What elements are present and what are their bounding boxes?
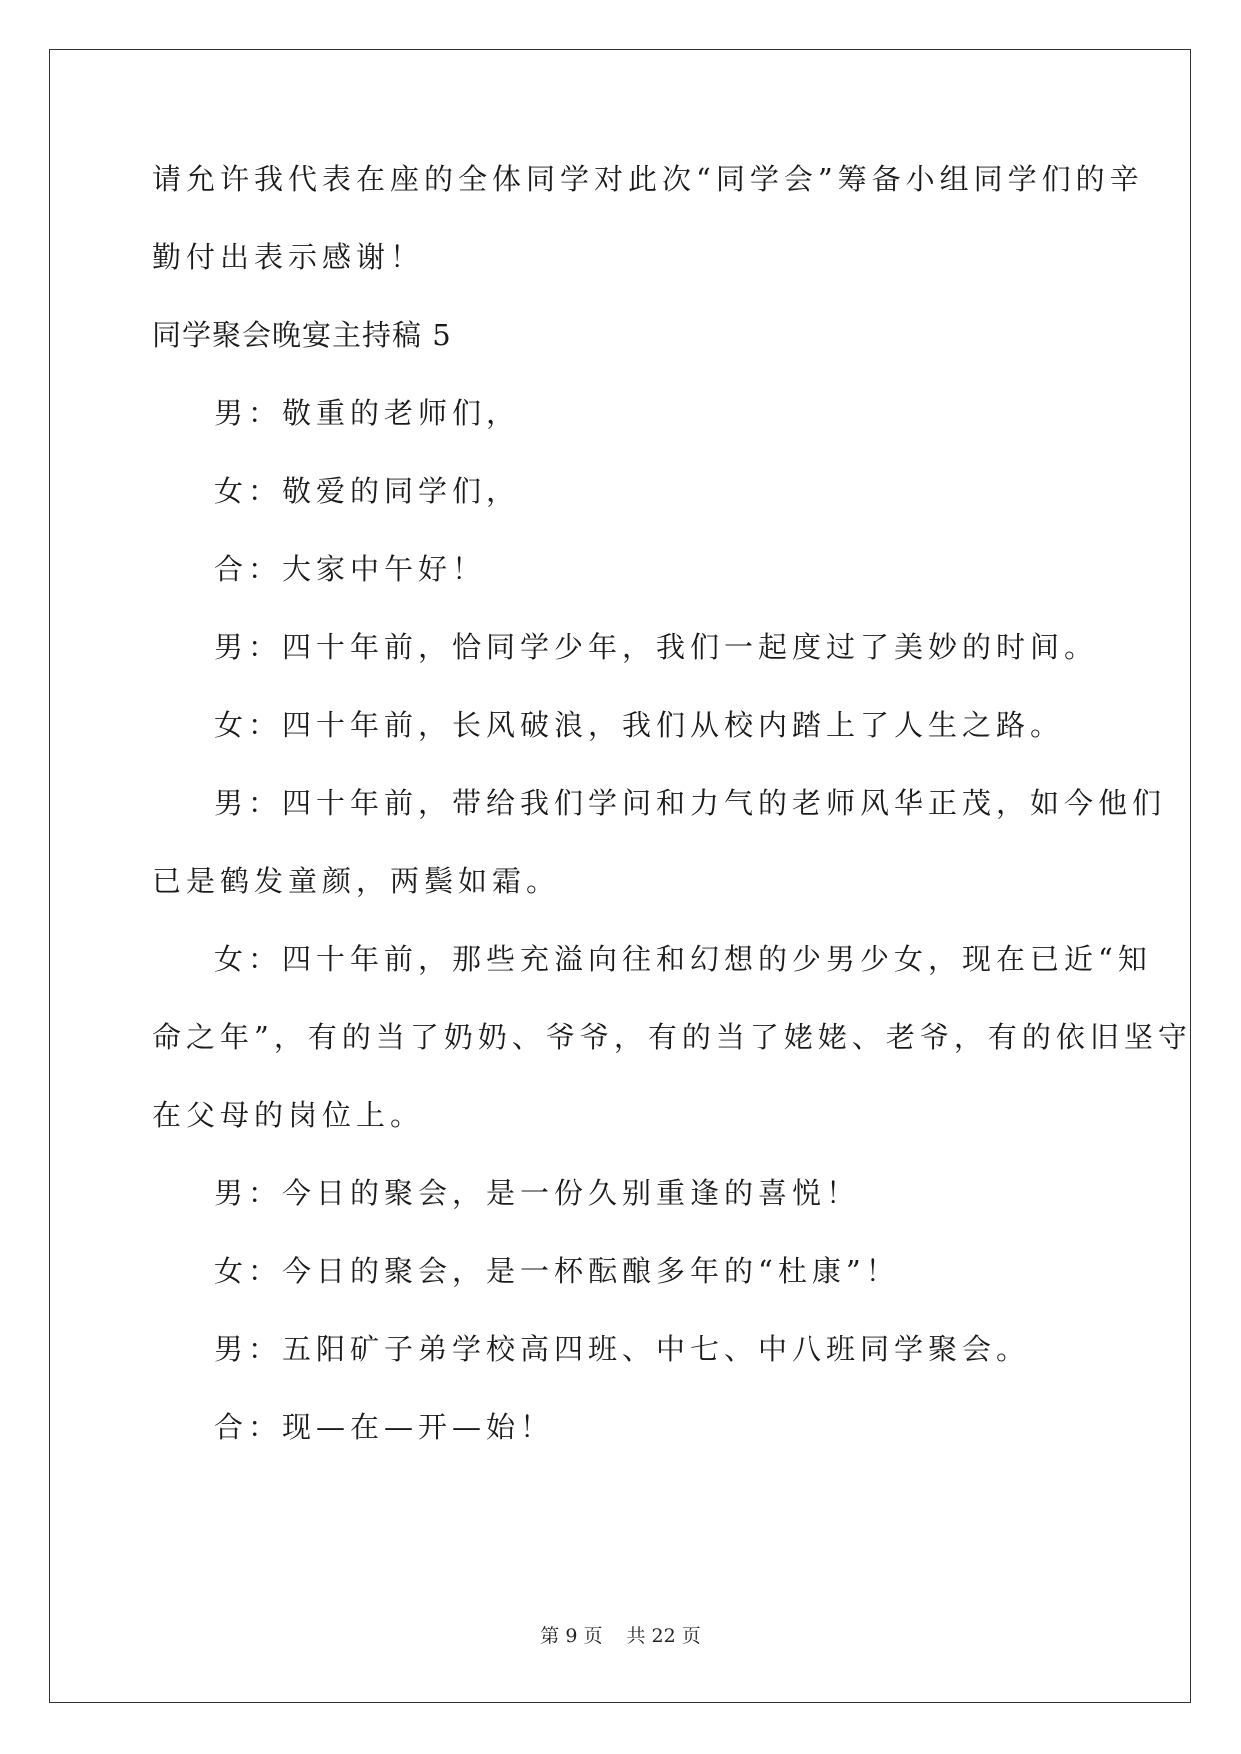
dialogue-line: 女：今日的聚会，是一杯酝酿多年的“杜康”！ [214,1254,900,1288]
dialogue-line: 男：四十年前，带给我们学问和力气的老师风华正茂，如今他们 [214,786,1167,820]
text-line: 在父母的岗位上。 [152,1098,425,1132]
page-total: 共 22 页 [626,1625,701,1647]
dialogue-line: 男：四十年前，恰同学少年，我们一起度过了美妙的时间。 [214,630,1099,664]
dialogue-line: 男：敬重的老师们， [214,396,521,430]
dialogue-line: 女：敬爱的同学们， [214,474,521,508]
dialogue-line: 男：五阳矿子弟学校高四班、中七、中八班同学聚会。 [214,1332,1031,1366]
dialogue-line: 女：四十年前，那些充溢向往和幻想的少男少女，现在已近“知 [214,942,1152,976]
text-line: 请允许我代表在座的全体同学对此次“同学会”筹备小组同学们的辛 [152,162,1144,196]
dialogue-line: 女：四十年前，长风破浪，我们从校内踏上了人生之路。 [214,708,1065,742]
dialogue-line: 男：今日的聚会，是一份久别重逢的喜悦！ [214,1176,861,1210]
text-line: 命之年”，有的当了奶奶、爷爷，有的当了姥姥、老爷，有的依旧坚守 [152,1020,1192,1054]
document-body [152,160,1192,1486]
section-heading: 同学聚会晚宴主持稿 5 [152,318,452,352]
text-line: 勤付出表示感谢！ [152,240,425,274]
text-line: 已是鹤发童颜，两鬓如霜。 [152,864,561,898]
page-number: 第 9 页 [540,1625,603,1647]
page-footer [0,1621,1241,1648]
dialogue-line: 合：现—在—开—始！ [214,1410,555,1444]
dialogue-line: 合：大家中午好！ [214,552,487,586]
